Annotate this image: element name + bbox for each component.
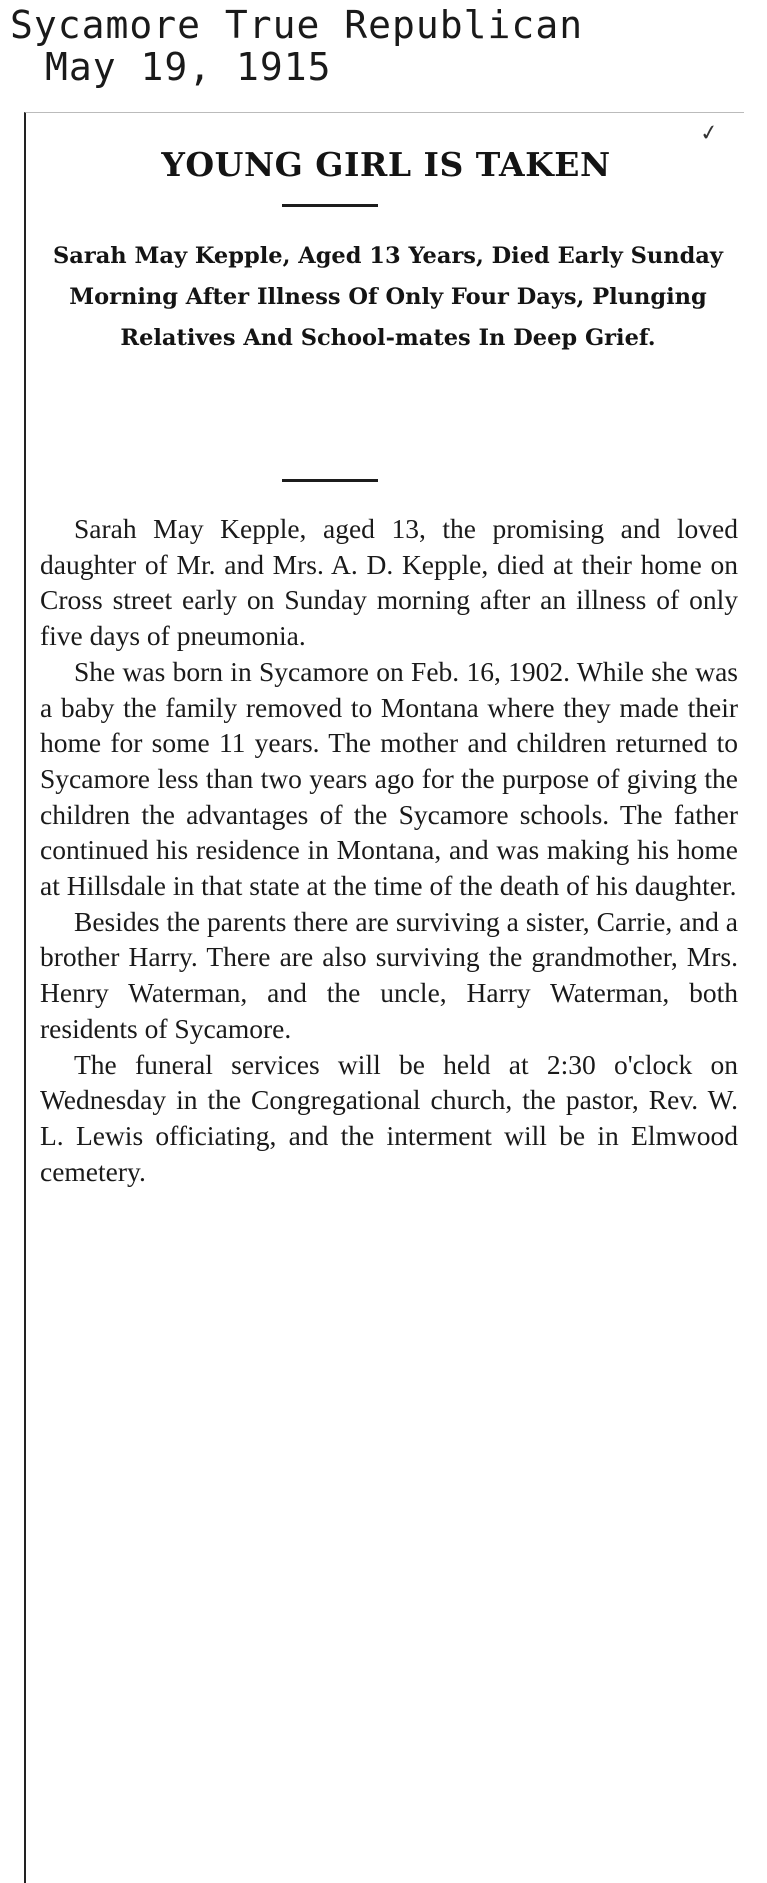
headline-divider — [282, 204, 378, 207]
article-headline: YOUNG GIRL IS TAKEN — [161, 145, 611, 184]
article-subheadline: Sarah May Kepple, Aged 13 Years, Died Early Sunday Morning After Illness Of Only Four Days, Plunging Relatives And School-mates In Deep Grief. — [53, 243, 723, 351]
newspaper-clipping — [24, 112, 744, 1883]
publication-date: May 19, 1915 — [45, 45, 332, 89]
article-paragraph: Sarah May Kepple, aged 13, the promising and loved daughter of Mr. and Mrs. A. D. Kepple, died at their home on Cross street early on Sunday morning after an illness of only five days of pneumonia. — [40, 513, 738, 652]
article-paragraph: The funeral services will be held at 2:30 o'clock on Wednesday in the Congregational church, the pastor, Rev. W. L. Lewis officiating, and the interment will be in Elmwood cemetery. — [40, 1048, 738, 1187]
check-mark-icon: ✓ — [697, 119, 720, 148]
article-paragraph: She was born in Sycamore on Feb. 16, 1902. While she was a baby the family removed to Montana where they made their home for some 11 years. The mother and children returned to Sycamore less than two years ago for the purpose of giving the children the advantages of the Sycamore schools. The father continued his residence in Montana, and was making his home at Hillsdale in that state at the time of the death of his daughter. — [40, 655, 738, 902]
subhead-divider — [282, 479, 378, 482]
clipping-caption — [10, 4, 583, 88]
article-paragraph: Besides the parents there are surviving a sister, Carrie, and a brother Harry. There are also surviving the grandmother, Mrs. Henry Waterman, and the uncle, Harry Waterman, both residents of Sycamore. — [40, 905, 738, 1044]
article-body — [40, 511, 738, 1189]
newspaper-name: Sycamore True Republican — [10, 3, 584, 47]
